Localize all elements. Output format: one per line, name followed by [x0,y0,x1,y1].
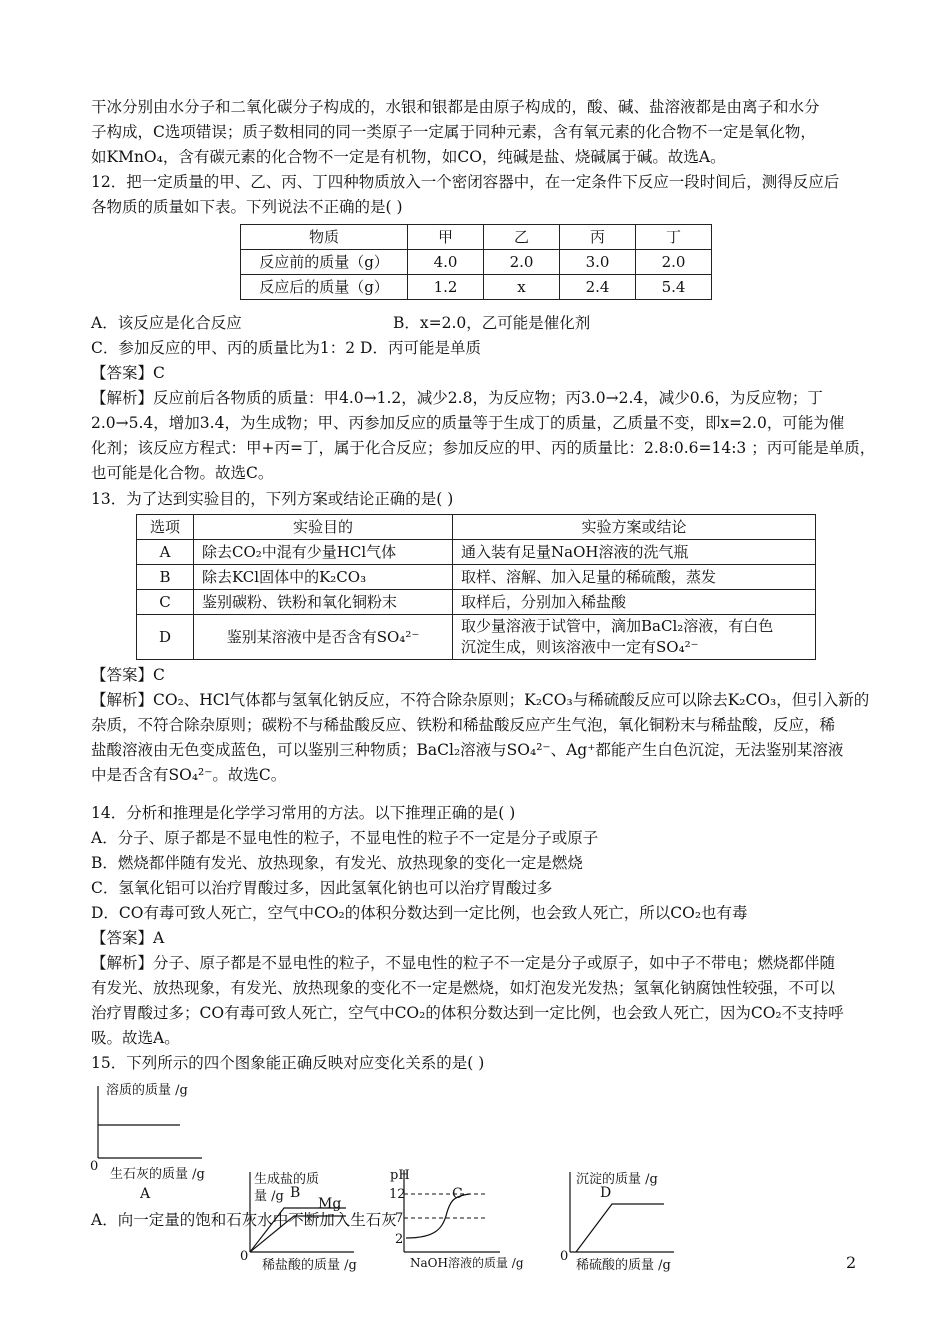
q14-analysis-line-4: 吸。故选A。 [91,1029,180,1047]
table-header-row [241,225,712,250]
table-cell: B [137,565,194,590]
graph-b-tag: B [290,1185,301,1201]
table-cell: A [137,540,194,565]
table-cell [453,615,816,660]
q15-stem: 15．下列所示的四个图象能正确反映对应变化关系的是( ) [91,1054,485,1072]
page-number: 2 [846,1253,857,1272]
graph-b-origin: 0 [240,1249,249,1264]
table-cell: 通入装有足量NaOH溶液的洗气瓶 [453,540,816,565]
q12-option-cd: C．参加反应的甲、丙的质量比为1：2 D．丙可能是单质 [91,339,481,357]
q14-answer: 【答案】A [91,929,165,947]
table-cell: 5.4 [636,275,712,300]
graph-a-tag: A [140,1186,151,1202]
graph-b-xlabel: 稀盐酸的质量 /g [262,1258,357,1273]
table-header-cell: 乙 [484,225,560,250]
table-header-cell: 选项 [137,515,194,540]
graph-a [80,1078,230,1202]
table-header-cell: 甲 [408,225,484,250]
q14-option-c: C．氢氧化铝可以治疗胃酸过多，因此氢氧化钠也可以治疗胃酸过多 [91,879,553,897]
table-cell: 2.0 [484,250,560,275]
q12-table [240,224,712,300]
q12-answer: 【答案】C [91,364,165,382]
table-cell: 2.0 [636,250,712,275]
q14-option-d: D．CO有毒可致人死亡，空气中CO₂的体积分数达到一定比例，也会致人死亡，所以CO₂也有毒 [91,904,748,922]
graph-b-ylabel-2: 量 /g [254,1189,284,1204]
graph-b-mg-label: Mg [318,1196,342,1212]
q14-analysis-line-3: 治疗胃酸过多；CO有毒可致人死亡，空气中CO₂的体积分数达到一定比例，也会致人死亡，因为CO₂不支持呼 [91,1004,844,1022]
q13-answer: 【答案】C [91,666,165,684]
table-cell: 2.4 [560,275,636,300]
graph-c-tag: C [452,1186,463,1202]
table-cell: 鉴别某溶液中是否含有SO₄²⁻ [194,615,453,660]
table-cell: C [137,590,194,615]
q13-analysis-line-1: 【解析】CO₂、HCl气体都与氢氧化钠反应，不符合除杂原则；K₂CO₃与稀硫酸反应可以除去K₂CO₃，但引入新的 [91,691,870,709]
graph-d-xlabel: 稀硫酸的质量 /g [576,1258,671,1273]
q14-analysis-line-1: 【解析】分子、原子都是不显电性的粒子，不显电性的粒子不一定是分子或原子，如中子不带电；燃烧都伴随 [91,954,836,972]
table-cell: D [137,615,194,660]
q13-stem: 13．为了达到实验目的，下列方案或结论正确的是( ) [91,490,454,508]
q12-analysis-line-3: 化剂；该反应方程式：甲+丙=丁，属于化合反应；参加反应的甲、丙的质量比：2.8:0.6=14:3 ；丙可能是单质， [91,439,876,457]
q14-option-a: A．分子、原子都是不显电性的粒子，不显电性的粒子不一定是分子或原子 [91,829,599,847]
graph-a-xlabel: 生石灰的质量 /g [110,1167,205,1182]
graph-b-ylabel-1: 生成盐的质 [254,1172,320,1187]
table-header-row [137,515,816,540]
table-row [137,540,816,565]
table-row [241,275,712,300]
graph-c-tick-2: 2 [395,1232,404,1247]
table-row [137,590,816,615]
table-cell: 反应后的质量（g） [241,275,408,300]
prev-line-3: 如KMnO₄，含有碳元素的化合物不一定是有机物，如CO，纯碱是盐、烧碱属于碱。故选A。 [91,148,726,166]
graph-c-tick-7: 7 [395,1211,404,1226]
graph-c-xlabel: NaOH溶液的质量 /g [410,1256,524,1270]
table-cell-line: 取少量溶液于试管中，滴加BaCl₂溶液，有白色 [461,617,774,635]
q15-option-a: A．向一定量的饱和石灰水中不断加入生石灰 [91,1211,397,1229]
q12-option-a: A．该反应是化合反应 [91,314,242,332]
table-header-cell: 丁 [636,225,712,250]
q14-option-b: B．燃烧都伴随有发光、放热现象，有发光、放热现象的变化一定是燃烧 [91,854,583,872]
prev-line-2: 子构成，C选项错误；质子数相同的同一类原子一定属于同种元素，含有氧元素的化合物不一定是氧化物， [91,123,816,141]
table-header-cell: 实验目的 [194,515,453,540]
q14-analysis-line-2: 有发光、放热现象，有发光、放热现象的变化不一定是燃烧，如灯泡发光发热；氢氧化钠腐蚀性较强，不可以 [91,979,836,997]
table-cell: 4.0 [408,250,484,275]
graph-a-ylabel: 溶质的质量 /g [106,1083,188,1098]
q12-analysis-line-1: 【解析】反应前后各物质的质量：甲4.0→1.2，减少2.8，为反应物；丙3.0→2.4，减少0.6，为反应物；丁 [91,389,823,407]
q12-option-b: B．x=2.0，乙可能是催化剂 [393,314,591,332]
table-cell: 取样、溶解、加入足量的稀硫酸，蒸发 [453,565,816,590]
table-cell: x [484,275,560,300]
table-row [241,250,712,275]
graph-c-tick-12: 12 [389,1187,406,1202]
graph-a-origin: 0 [90,1159,99,1174]
q13-table [136,514,816,660]
table-cell: 取样后，分别加入稀盐酸 [453,590,816,615]
q13-analysis-line-2: 杂质，不符合除杂原则；碳粉不与稀盐酸反应、铁粉和稀盐酸反应产生气泡，氧化铜粉末与稀盐酸，反应，稀 [91,716,836,734]
graph-d-origin: 0 [560,1249,569,1264]
table-cell: 反应前的质量（g） [241,250,408,275]
graph-c-ylabel: pH [390,1168,410,1183]
table-header-cell: 丙 [560,225,636,250]
table-row [137,565,816,590]
q13-analysis-line-4: 中是否含有SO₄²⁻。故选C。 [91,766,287,784]
graph-d-tag: D [600,1185,612,1201]
table-cell: 鉴别碳粉、铁粉和氧化铜粉末 [194,590,453,615]
table-cell-line: 沉淀生成，则该溶液中一定有SO₄²⁻ [461,638,699,656]
q12-analysis-line-2: 2.0→5.4，增加3.4，为生成物；甲、丙参加反应的质量等于生成丁的质量，乙质量不变，即x=2.0，可能为催 [91,414,845,432]
q13-analysis-line-3: 盐酸溶液由无色变成蓝色，可以鉴别三种物质；BaCl₂溶液与SO₄²⁻、Ag⁺都能产生白色沉淀，无法鉴别某溶液 [91,741,844,759]
q14-stem: 14．分析和推理是化学学习常用的方法。以下推理正确的是( ) [91,804,516,822]
table-cell: 除去KCl固体中的K₂CO₃ [194,565,453,590]
graph-d-ylabel: 沉淀的质量 /g [576,1172,658,1187]
q12-stem-line-2: 各物质的质量如下表。下列说法不正确的是( ) [91,198,403,216]
table-cell: 1.2 [408,275,484,300]
prev-line-1: 干冰分别由水分子和二氧化碳分子构成的，水银和银都是由原子构成的，酸、碱、盐溶液都是由离子和水分 [91,98,820,116]
table-cell: 除去CO₂中混有少量HCl气体 [194,540,453,565]
table-cell: 3.0 [560,250,636,275]
q12-analysis-line-4: 也可能是化合物。故选C。 [91,464,274,482]
q12-stem-line-1: 12．把一定质量的甲、乙、丙、丁四种物质放入一个密闭容器中，在一定条件下反应一段时间后，测得反应后 [91,173,840,191]
table-row [137,615,816,660]
table-header-cell: 实验方案或结论 [453,515,816,540]
table-header-cell: 物质 [241,225,408,250]
